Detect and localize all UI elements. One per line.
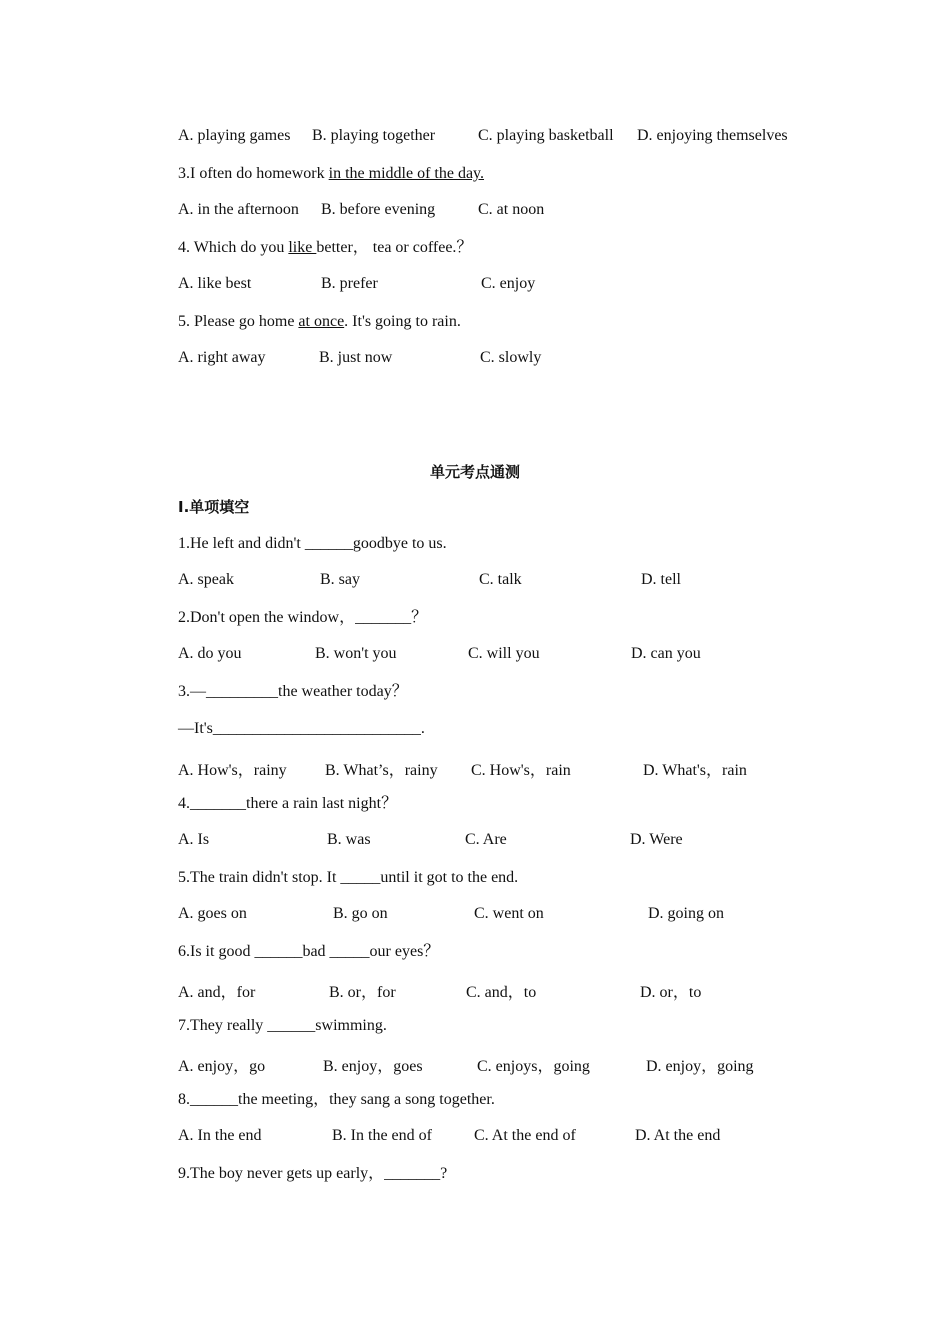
question-text-end: . It's going to rain. (344, 313, 461, 330)
option-b: B. say (320, 571, 360, 588)
option-d: D. tell (641, 571, 681, 588)
option-b: B. or，for (329, 984, 396, 1001)
question-5-top (178, 312, 461, 332)
option-a: A. In the end (178, 1127, 262, 1144)
option-c: C. At the end of (474, 1127, 576, 1144)
option-d: D. going on (648, 905, 724, 922)
option-a: A. and，for (178, 984, 256, 1001)
unit-title: 单元考点通测 (429, 463, 520, 481)
question-4-top (178, 238, 472, 258)
question-text-end: better， tea or coffee.？ (316, 239, 473, 256)
option-a: A. enjoy，go (178, 1058, 266, 1075)
option-c: C. at noon (478, 201, 545, 218)
question-3-response: —It's__________________________. (178, 720, 425, 737)
option-b: B. go on (333, 905, 388, 922)
option-c: C. will you (468, 645, 540, 662)
option-a: A. goes on (178, 905, 247, 922)
option-d: D. enjoying themselves (637, 127, 788, 144)
section-title: I.单项填空 (178, 498, 250, 516)
option-a: A. right away (178, 349, 266, 366)
option-c: C. slowly (480, 349, 542, 366)
question-text: 5. Please go home (178, 313, 299, 330)
option-b: B. just now (319, 349, 393, 366)
question-4: 4._______there a rain last night？ (178, 795, 398, 812)
option-a: A. Is (178, 831, 210, 848)
option-b: B. In the end of (332, 1127, 432, 1144)
option-c: C. How's，rain (471, 762, 571, 779)
underlined-phrase: in the middle of the day. (328, 165, 485, 182)
option-d: D. or，to (640, 984, 702, 1001)
underlined-phrase: at once (298, 313, 345, 330)
option-a: A. How's，rainy (178, 762, 287, 779)
underlined-phrase: like (288, 239, 317, 256)
option-b: B. was (327, 831, 371, 848)
option-d: D. can you (631, 645, 701, 662)
option-b: B. won't you (315, 645, 397, 662)
option-b: B. prefer (321, 275, 378, 292)
question-text: 3.I often do homework (178, 165, 329, 182)
question-2: 2.Don't open the window，_______？ (178, 609, 428, 626)
option-d: D. At the end (635, 1127, 721, 1144)
option-d: D. Were (630, 831, 683, 848)
option-b: B. What’s，rainy (325, 762, 438, 779)
option-c: C. went on (474, 905, 544, 922)
option-d: D. What's，rain (643, 762, 747, 779)
option-c: C. Are (465, 831, 507, 848)
option-a: A. like best (178, 275, 252, 292)
question-5: 5.The train didn't stop. It _____until it got to the end. (178, 869, 519, 886)
option-c: C. playing basketball (478, 127, 614, 144)
option-a: A. in the afternoon (178, 201, 299, 218)
option-c: C. enjoys，going (477, 1058, 590, 1075)
option-b: B. before evening (321, 201, 436, 218)
option-b: B. playing together (312, 127, 436, 144)
question-3-top (178, 164, 484, 184)
option-c: C. and，to (466, 984, 537, 1001)
option-a: A. playing games (178, 127, 291, 144)
question-text: 4. Which do you (178, 239, 289, 256)
question-3: 3.—_________the weather today？ (178, 683, 408, 700)
option-c: C. talk (479, 571, 522, 588)
option-d: D. enjoy，going (646, 1058, 754, 1075)
option-a: A. do you (178, 645, 242, 662)
question-8: 8.______the meeting，they sang a song together. (178, 1091, 495, 1108)
option-a: A. speak (178, 571, 234, 588)
question-1: 1.He left and didn't ______goodbye to us. (178, 535, 447, 552)
question-7: 7.They really ______swimming. (178, 1017, 387, 1034)
option-b: B. enjoy，goes (323, 1058, 423, 1075)
question-6: 6.Is it good ______bad _____our eyes？ (178, 943, 440, 960)
option-c: C. enjoy (481, 275, 536, 292)
question-9: 9.The boy never gets up early，_______? (178, 1165, 448, 1182)
